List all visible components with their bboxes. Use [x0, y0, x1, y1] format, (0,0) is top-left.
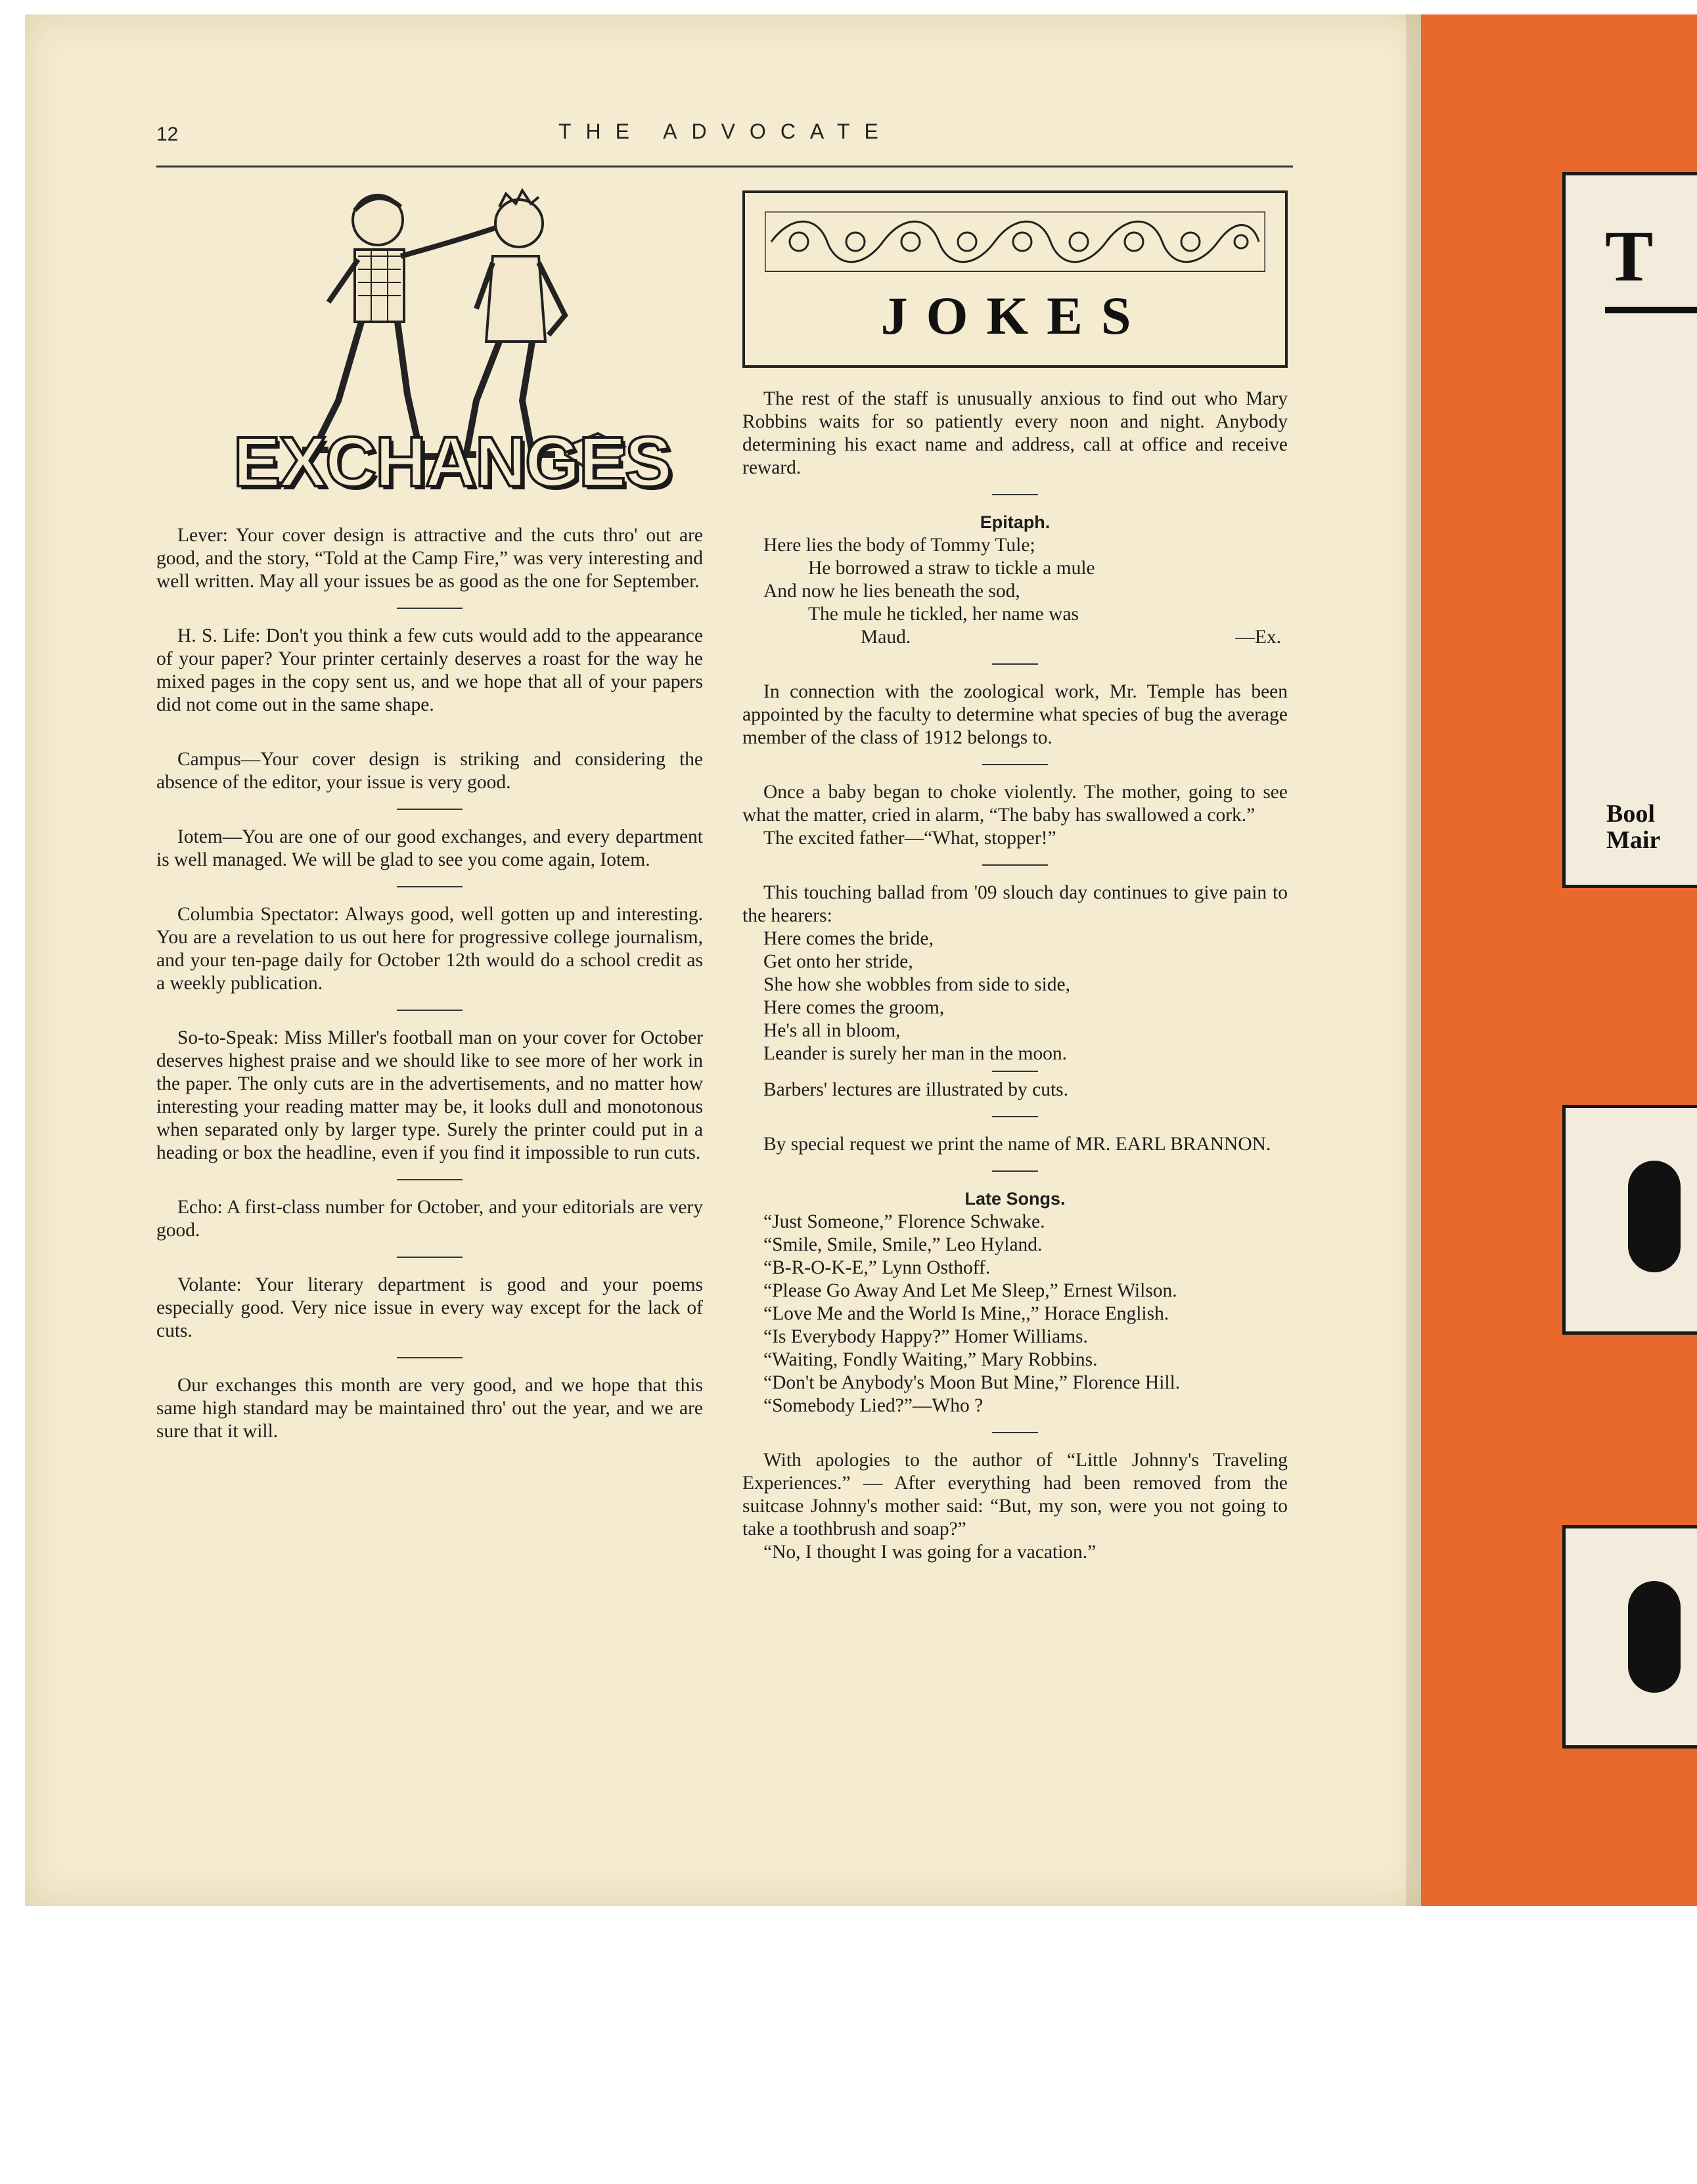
song-item: “Somebody Lied?”—Who ?	[763, 1395, 984, 1416]
facing-page	[1421, 14, 1697, 1906]
joke-paragraph: By special request we print the name of MR. EARL BRANNON.	[763, 1134, 1271, 1155]
exchange-item: So-to-Speak: Miss Miller's football man on your cover for October deserves highest praise and we should like to see more of her work in the paper. The only cuts are in the advertisements, and no matter how interesting your reading matter may be, it looks dull and monotonous when separated only by larger type. Surely the printer could put in a heading or box the headline, even if you find it impossible to run cuts.	[156, 1027, 703, 1163]
ornamental-banner	[765, 212, 1265, 272]
exchanges-heading: EXCHANGES	[233, 422, 671, 501]
divider	[397, 1257, 463, 1258]
joke-paragraph: In connection with the zoological work, Mr. Temple has been appointed by the faculty to determine what species of bug the average member of the class of 1912 belongs to.	[742, 681, 1288, 748]
joke-paragraph: This touching ballad from '09 slouch day continues to give pain to the hearers:	[742, 882, 1288, 926]
jokes-heading-box	[742, 190, 1288, 368]
divider	[397, 1010, 463, 1011]
verse-line-end: Maud.	[861, 627, 911, 648]
divider	[992, 1170, 1038, 1172]
verse-line: She how she wobbles from side to side,	[763, 974, 1071, 995]
facing-rule	[1605, 307, 1697, 313]
exchange-item: Volante: Your literary department is good and your poems especially good. Very nice issue in every way except for the lack of cuts.	[156, 1274, 703, 1341]
boxer-left-figure	[302, 195, 499, 457]
divider	[397, 886, 463, 887]
verse-line: Leander is surely her man in the moon.	[763, 1043, 1068, 1064]
verse-line: Here comes the bride,	[763, 928, 934, 949]
divider	[397, 1179, 463, 1180]
facing-ad-box-3	[1562, 1525, 1697, 1749]
epitaph-source: —Ex.	[1235, 627, 1281, 648]
song-item: “Love Me and the World Is Mine,,” Horace English.	[763, 1303, 1169, 1324]
verse-line: Get onto her stride,	[763, 951, 913, 972]
facing-ad-logo	[1628, 1161, 1681, 1272]
boxer-right-figure	[453, 190, 565, 455]
exchange-item: Our exchanges this month are very good, and we hope that this same high standard may be maintained thro' out the year, and we are sure that it will.	[156, 1375, 703, 1442]
song-item: “B-R-O-K-E,” Lynn Osthoff.	[763, 1257, 991, 1278]
joke-paragraph: With apologies to the author of “Little Johnny's Traveling Experiences.” — After everything had been removed from the suitcase Johnny's mother said: “But, my son, were you not going to take a toothbrush and soap?”	[742, 1450, 1288, 1540]
epitaph-heading: Epitaph.	[980, 512, 1051, 532]
song-item: “Please Go Away And Let Me Sleep,” Ernest Wilson.	[763, 1280, 1177, 1301]
joke-paragraph: The excited father—“What, stopper!”	[763, 828, 1056, 849]
joke-paragraph: “No, I thought I was going for a vacation.”	[763, 1542, 1097, 1563]
divider	[992, 494, 1038, 495]
song-item: “Don't be Anybody's Moon But Mine,” Florence Hill.	[763, 1372, 1181, 1393]
exchange-item: Campus—Your cover design is striking and considering the absence of the editor, your issue is very good.	[156, 749, 703, 793]
joke-paragraph: Once a baby began to choke violently. The mother, going to see what the matter, cried in alarm, “The baby has swallowed a cork.”	[742, 782, 1288, 826]
facing-text-fragment: Bool	[1606, 800, 1655, 828]
exchange-item: H. S. Life: Don't you think a few cuts would add to the appearance of your paper? Your printer certainly deserves a roast for the way he mixed pages in the copy sent us, and we hope that all of your papers did not come out in the same shape.	[156, 625, 703, 715]
page-number: 12	[156, 123, 179, 145]
exchange-item: Lever: Your cover design is attractive and the cuts thro' out are good, and the story, “Told at the Camp Fire,” was very interesting and well written. May all your issues be as good as the one for September.	[156, 525, 703, 592]
verse-line: The mule he tickled, her name was	[808, 604, 1079, 625]
facing-ad-box-1	[1562, 172, 1697, 888]
divider	[992, 1116, 1038, 1117]
divider	[397, 608, 463, 609]
exchange-item: Columbia Spectator: Always good, well gotten up and interesting. You are a revelation to us out here for progressive college journalism, and your ten-page daily for October 12th would do a school credit as a weekly publication.	[156, 904, 703, 994]
exchanges-column	[156, 524, 703, 1443]
joke-paragraph: Barbers' lectures are illustrated by cuts.	[763, 1079, 1069, 1100]
divider	[397, 809, 463, 810]
song-item: “Just Someone,” Florence Schwake.	[763, 1211, 1045, 1232]
jokes-column	[742, 388, 1288, 1564]
verse-line	[742, 626, 1288, 649]
late-songs-heading: Late Songs.	[964, 1189, 1066, 1209]
magazine-title: THE ADVOCATE	[558, 120, 893, 143]
divider	[992, 1432, 1038, 1433]
song-item: “Is Everybody Happy?” Homer Williams.	[763, 1326, 1088, 1347]
song-item: “Waiting, Fondly Waiting,” Mary Robbins.	[763, 1349, 1098, 1370]
joke-paragraph: The rest of the staff is unusually anxious to find out who Mary Robbins waits for so patiently every noon and night. Anybody determining his exact name and address, call at office and receive reward.	[742, 388, 1288, 478]
divider	[982, 864, 1048, 866]
verse-line: He borrowed a straw to tickle a mule	[808, 558, 1095, 579]
song-item: “Smile, Smile, Smile,” Leo Hyland.	[763, 1234, 1043, 1255]
exchange-item: Iotem—You are one of our good exchanges, and every department is well managed. We will be glad to see you come again, Iotem.	[156, 826, 703, 870]
verse-line: Here comes the groom,	[763, 997, 945, 1018]
facing-ad-logo	[1628, 1581, 1681, 1693]
verse-line: Here lies the body of Tommy Tule;	[763, 535, 1035, 556]
jokes-heading: JOKES	[880, 286, 1150, 345]
facing-text-fragment: Mair	[1606, 826, 1661, 854]
divider	[982, 764, 1048, 765]
verse-line: And now he lies beneath the sod,	[763, 581, 1020, 602]
verse-line: He's all in bloom,	[763, 1020, 901, 1041]
divider	[992, 663, 1038, 665]
divider	[397, 1357, 463, 1358]
exchange-item: Echo: A first-class number for October, and your editorials are very good.	[156, 1197, 703, 1241]
facing-text-fragment: T	[1605, 216, 1654, 296]
header-rule	[156, 166, 1293, 167]
facing-ad-box-2	[1562, 1105, 1697, 1335]
divider	[992, 1071, 1038, 1072]
